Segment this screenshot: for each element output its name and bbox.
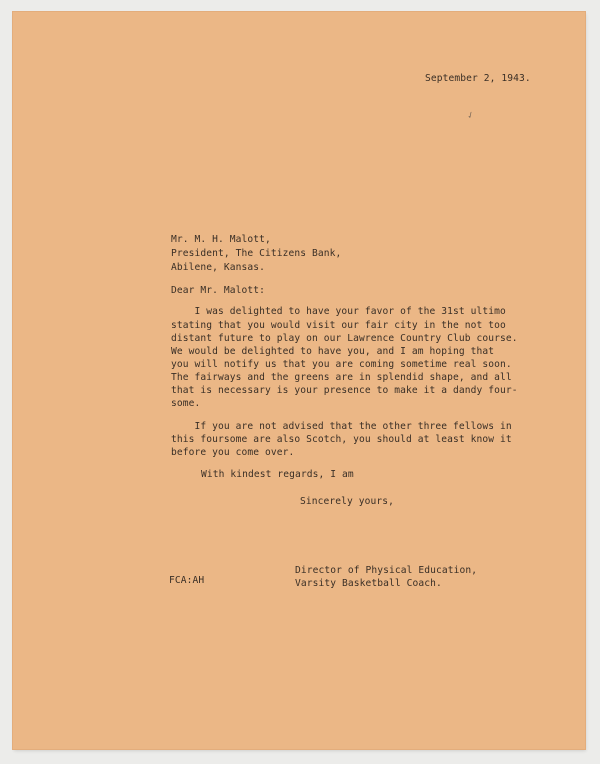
body-line: that is necessary is your presence to make it a dandy four-: [171, 385, 518, 396]
complimentary-closing: Sincerely yours,: [300, 496, 395, 507]
body-line: before you come over.: [171, 447, 295, 458]
body-line: you will notify us that you are coming sometime real soon.: [171, 359, 512, 370]
salutation: Dear Mr. Malott:: [171, 285, 266, 296]
body-line: We would be delighted to have you, and I am hoping that: [171, 346, 495, 357]
recipient-city: Abilene, Kansas.: [171, 262, 266, 273]
body-line: The fairways and the greens are in splendid shape, and all: [171, 372, 512, 383]
regards-line: With kindest regards, I am: [201, 469, 354, 480]
body-line: I was delighted to have your favor of the 31st ultimo: [171, 306, 506, 317]
check-mark-icon: ✓: [465, 109, 476, 122]
body-line: this foursome are also Scotch, you should at least know it: [171, 434, 512, 445]
signature-title: Varsity Basketball Coach.: [295, 578, 442, 589]
letter-date: September 2, 1943.: [425, 73, 531, 84]
letter-page: [13, 12, 585, 749]
body-line: some.: [171, 398, 201, 409]
recipient-title: President, The Citizens Bank,: [171, 248, 342, 259]
body-line: distant future to play on our Lawrence Country Club course.: [171, 333, 518, 344]
signature-title: Director of Physical Education,: [295, 565, 478, 576]
typist-initials: FCA:AH: [169, 575, 205, 586]
body-line: stating that you would visit our fair city in the not too: [171, 320, 506, 331]
body-line: If you are not advised that the other three fellows in: [171, 421, 512, 432]
recipient-name: Mr. M. H. Malott,: [171, 234, 271, 245]
